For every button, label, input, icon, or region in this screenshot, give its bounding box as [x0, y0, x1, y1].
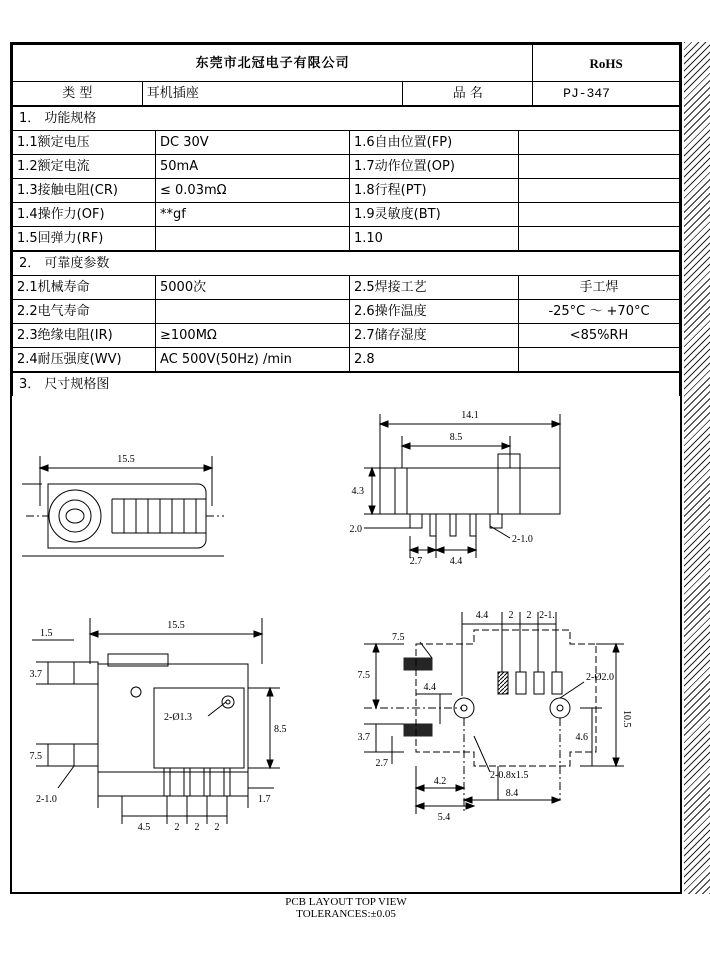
row-key: 1.4操作力(OF): [13, 203, 156, 227]
dim-front-2-d1-3: 2-Ø1.3: [164, 712, 193, 723]
row-key: 2.4耐压强度(WV): [13, 348, 156, 372]
row-key2: 2.5焊接工艺: [350, 276, 519, 300]
row-key: 1.5回弹力(RF): [13, 227, 156, 251]
dim-side-4-3: 4.3: [351, 486, 364, 497]
section2-table: [12, 251, 680, 372]
dim-pcb-8-4: 8.4: [505, 788, 519, 799]
row-value: 50mA: [156, 155, 350, 179]
row-value: 5000次: [156, 276, 350, 300]
table-row: [13, 203, 680, 227]
dim-pcb-4-4-top: 4.4: [475, 610, 489, 621]
dim-front-2-1-0: 2-1.0: [36, 794, 57, 805]
row-key: 1.3接触电阻(CR): [13, 179, 156, 203]
row-value: **gf: [156, 203, 350, 227]
row-key2: 2.7储存湿度: [350, 324, 519, 348]
row-value2: [519, 227, 680, 251]
row-value2: [519, 179, 680, 203]
row-value2: [519, 131, 680, 155]
drawings-area: [12, 396, 680, 956]
dim-side-2-7: 2.7: [409, 556, 423, 567]
drawings-svg: [12, 396, 680, 956]
dim-pcb-2b: 2: [526, 610, 532, 621]
row-value: AC 500V(50Hz) /min: [156, 348, 350, 372]
row-key2: 2.6操作温度: [350, 300, 519, 324]
table-row: [13, 227, 680, 251]
row-key: 1.1额定电压: [13, 131, 156, 155]
table-row: [13, 324, 680, 348]
dim-front-8-5: 8.5: [274, 724, 287, 735]
dim-pcb-2-7: 2.7: [375, 758, 388, 769]
name-label: 品 名: [403, 82, 533, 106]
dim-front-2b: 2: [194, 822, 200, 833]
row-key2: 1.6自由位置(FP): [350, 131, 519, 155]
dim-front-4-5: 4.5: [137, 822, 151, 833]
row-value2: -25°C ～ +70°C: [519, 300, 680, 324]
row-value2: [519, 203, 680, 227]
sheet-frame: [10, 42, 682, 920]
dim-pcb-2-08x15: 2-0.8x1.5: [490, 770, 529, 781]
row-key2: 1.10: [350, 227, 519, 251]
row-value2: 手工焊: [519, 276, 680, 300]
dim-side-4-4: 4.4: [449, 556, 463, 567]
dim-pcb-2c: 2-1.: [539, 610, 555, 621]
row-value2: [519, 155, 680, 179]
pcb-layout-caption: PCB LAYOUT TOP VIEW: [285, 896, 407, 908]
dim-front-1-5: 1.5: [40, 628, 53, 639]
section2-title-row: [13, 252, 680, 276]
row-value: ≤ 0.03mΩ: [156, 179, 350, 203]
dim-pcb-7-5-label: 7.5: [357, 670, 370, 681]
title-row: [13, 45, 680, 82]
section1-title-row: [13, 107, 680, 131]
row-value: DC 30V: [156, 131, 350, 155]
table-row: [13, 300, 680, 324]
dim-front-15-5: 15.5: [167, 620, 185, 631]
drawing-pcb-layout: [358, 610, 633, 823]
dim-pcb-2-d2-0: 2-Ø2.0: [586, 672, 615, 683]
row-value: [156, 300, 350, 324]
table-row: [13, 348, 680, 372]
dim-side-2-1-0: 2-1.0: [512, 534, 533, 545]
dim-pcb-4-6: 4.6: [575, 732, 588, 743]
section3-title: 3． 尺寸规格图: [13, 373, 680, 397]
right-hatch-border: [684, 42, 710, 894]
company-name: 东莞市北冠电子有限公司: [13, 45, 533, 82]
dim-pcb-3-7: 3.7: [357, 732, 370, 743]
dim-pcb-4-2: 4.2: [433, 776, 447, 787]
table-row: [13, 131, 680, 155]
table-row: [13, 155, 680, 179]
table-row: [13, 179, 680, 203]
pcb-tolerance: TOLERANCES:±0.05: [296, 908, 396, 920]
rohs-mark: RoHS: [533, 45, 680, 82]
row-key2: 1.7动作位置(OP): [350, 155, 519, 179]
row-value: [156, 227, 350, 251]
section1-table: [12, 106, 680, 251]
section2-title: 2． 可靠度参数: [13, 252, 680, 276]
dim-front-7-5: 7.5: [29, 751, 42, 762]
dim-pcb-2a: 2: [508, 610, 514, 621]
type-label: 类 型: [13, 82, 143, 106]
row-key: 2.2电气寿命: [13, 300, 156, 324]
section1-title: 1． 功能规格: [13, 107, 680, 131]
dim-side-2-0: 2.0: [349, 524, 362, 535]
dim-top-15-5: 15.5: [117, 454, 135, 465]
type-value: 耳机插座: [142, 82, 403, 106]
dim-pcb-10-5: 10.5: [621, 710, 632, 728]
dim-pcb-4-4: 4.4: [423, 682, 436, 693]
header-table: [12, 44, 680, 106]
section3-table: [12, 372, 680, 396]
dim-side-8-5: 8.5: [449, 432, 463, 443]
section3-title-row: [13, 373, 680, 397]
row-value2: [519, 348, 680, 372]
row-key: 2.1机械寿命: [13, 276, 156, 300]
dim-front-1-7: 1.7: [258, 794, 271, 805]
dim-front-3-7: 3.7: [29, 669, 42, 680]
row-key: 2.3绝缘电阻(IR): [13, 324, 156, 348]
dim-side-14-1: 14.1: [461, 410, 479, 421]
dim-pcb-5-4: 5.4: [437, 812, 451, 823]
table-row: [13, 276, 680, 300]
row-value: ≥100MΩ: [156, 324, 350, 348]
dim-front-2a: 2: [174, 822, 180, 833]
drawing-top-view: [22, 454, 224, 556]
row-key2: 2.8: [350, 348, 519, 372]
row-key2: 1.9灵敏度(BT): [350, 203, 519, 227]
row-key: 1.2额定电流: [13, 155, 156, 179]
type-row: [13, 82, 680, 106]
row-value2: <85%RH: [519, 324, 680, 348]
name-value: PJ-347: [533, 82, 680, 106]
dim-pcb-2-1: 7.5: [392, 632, 405, 643]
drawing-front-view: [30, 618, 287, 833]
row-key2: 1.8行程(PT): [350, 179, 519, 203]
dim-front-2c: 2: [214, 822, 220, 833]
drawing-side-view: [350, 410, 561, 567]
